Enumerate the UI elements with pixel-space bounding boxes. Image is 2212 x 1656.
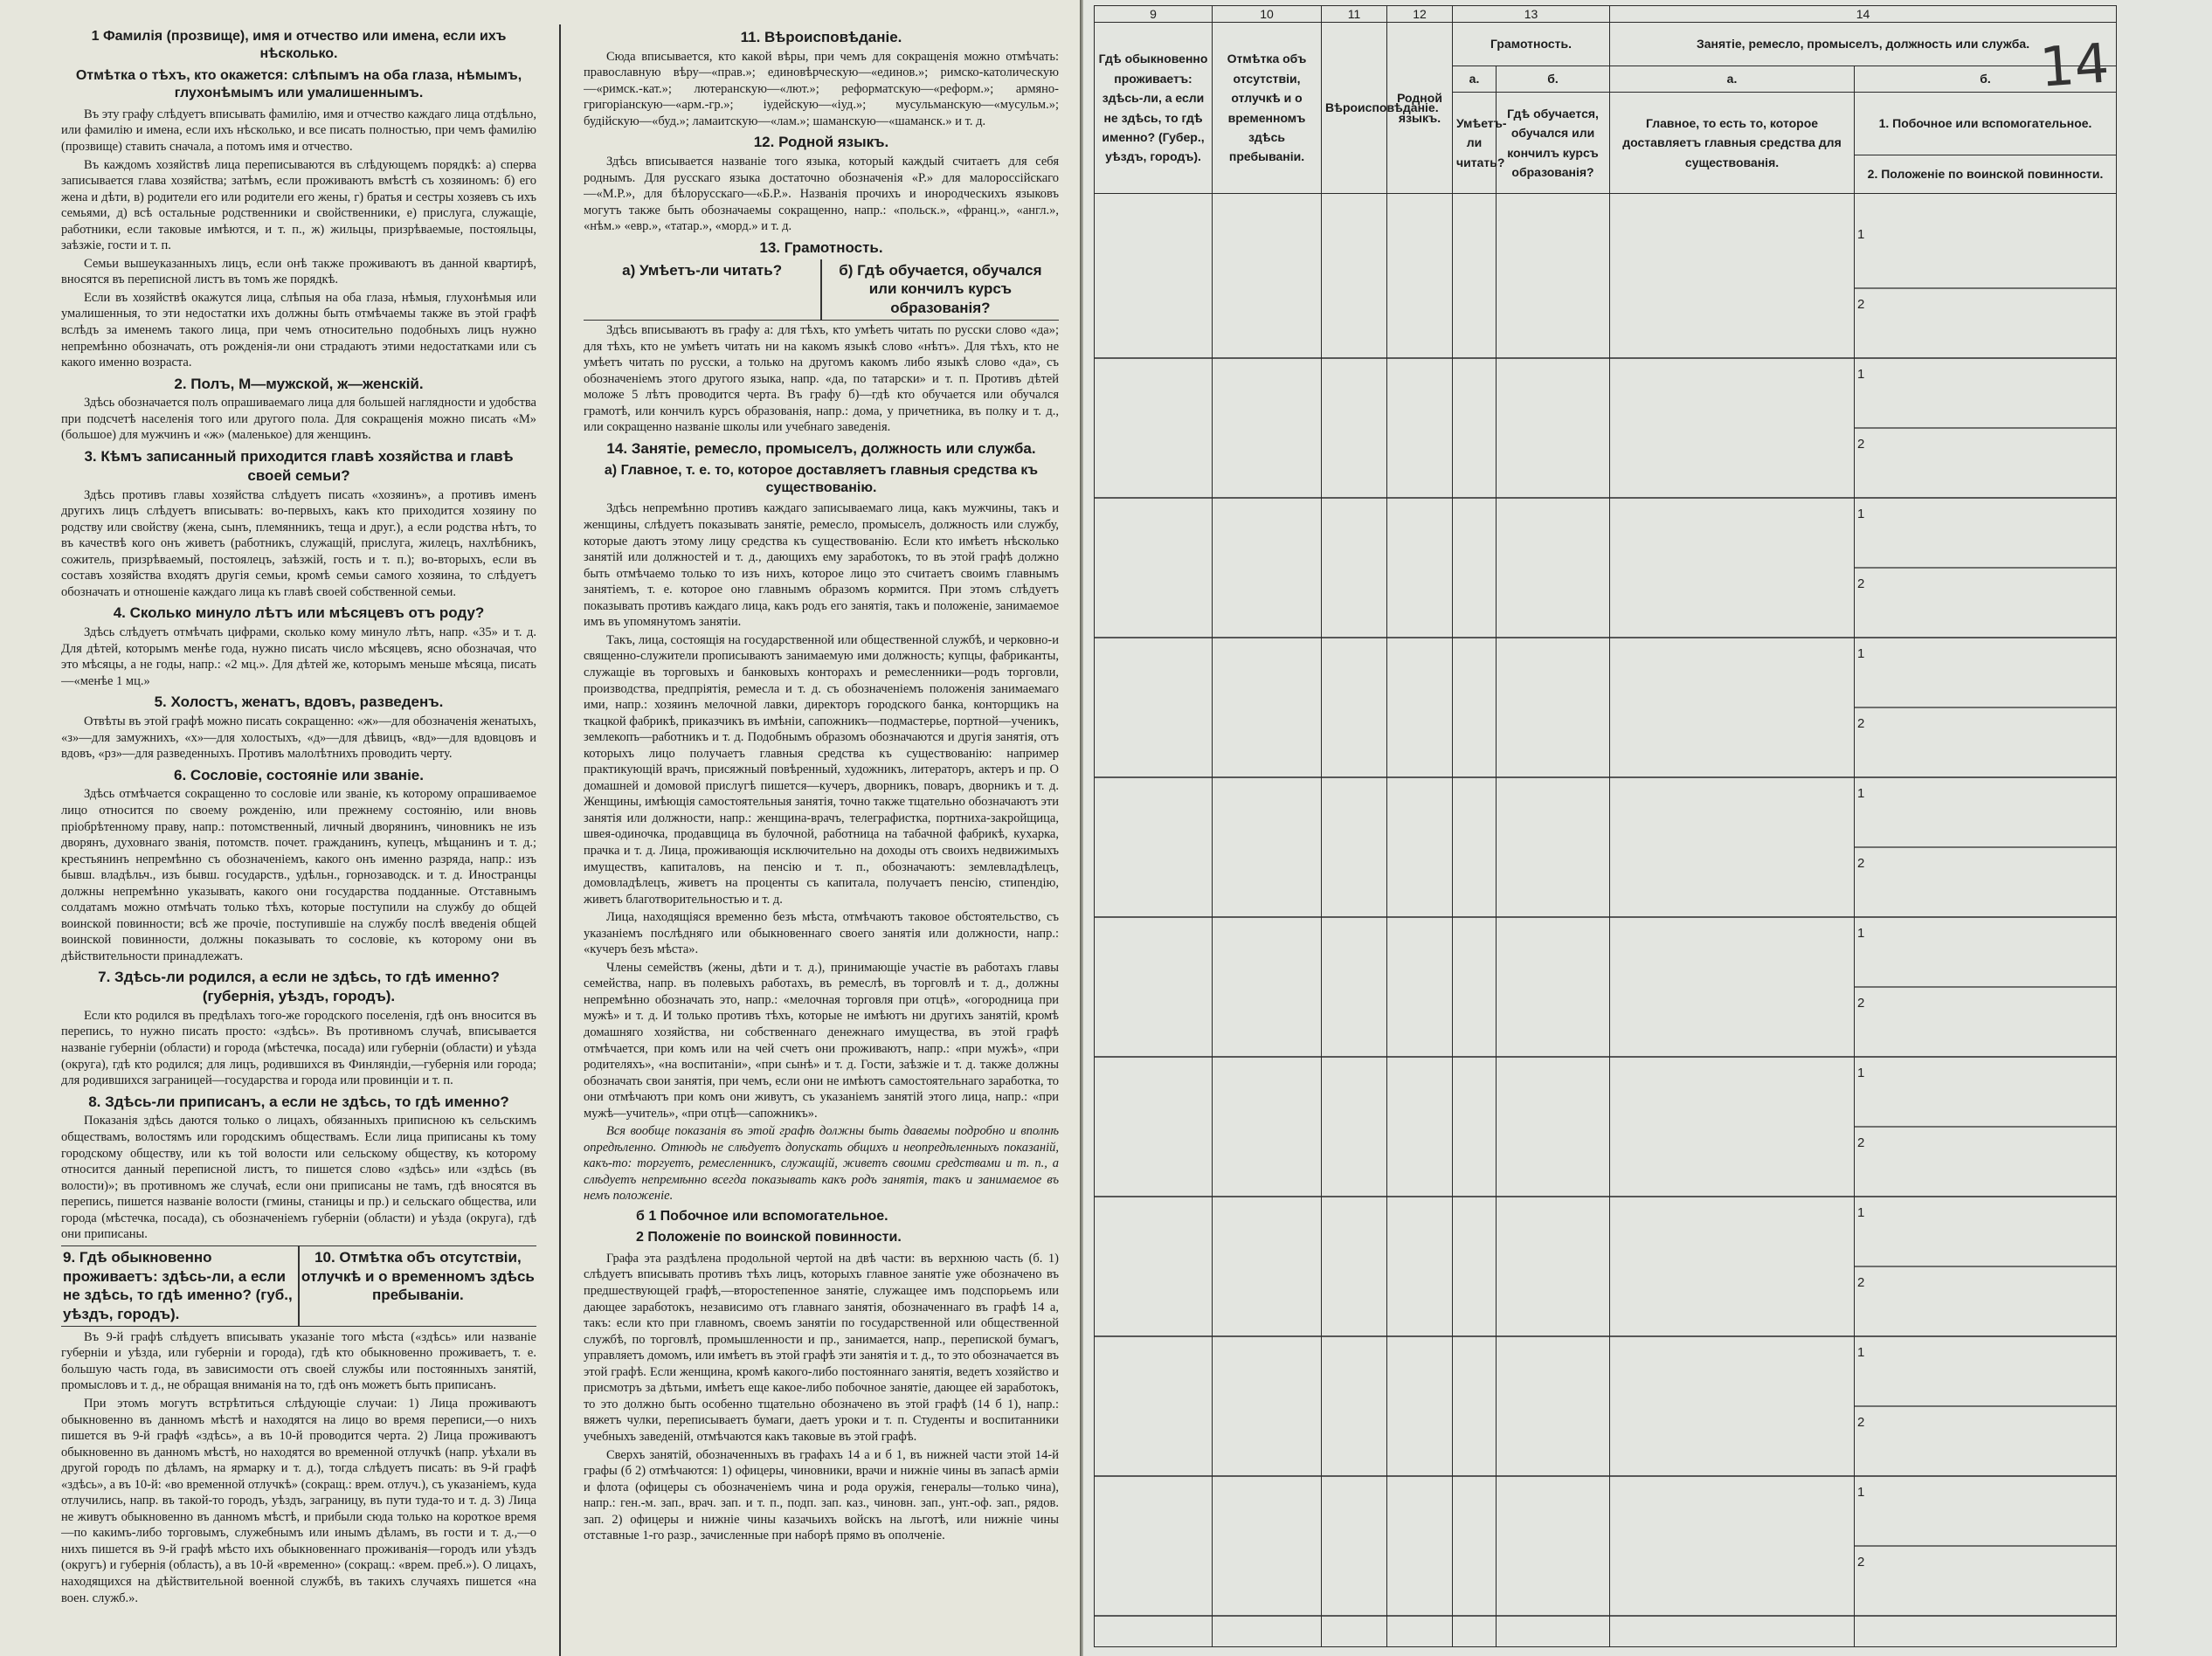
heading-5: 5. Холостъ, женатъ, вдовъ, разведенъ. xyxy=(154,693,444,711)
heading-6: 6. Сословіе, состояніе или званіе. xyxy=(174,766,424,783)
heading-14b1: б 1 Побочное или вспомогательное. xyxy=(636,1209,888,1224)
col-number: 14 xyxy=(1610,6,2117,23)
row-label: 2 xyxy=(1857,297,1865,312)
entry-cell[interactable] xyxy=(1322,194,1387,1647)
row-label: 2 xyxy=(1857,716,1865,731)
entry-cell[interactable] xyxy=(1610,194,1855,1647)
col-number: 10 xyxy=(1213,6,1322,23)
heading-8: 8. Здѣсь-ли приписанъ, а если не здѣсь, то гдѣ именно? xyxy=(88,1093,509,1110)
col-number: 13 xyxy=(1453,6,1610,23)
heading-1-sub: Отмѣтка о тѣхъ, кто окажется: слѣпымъ на оба глаза, нѣмымъ, глухонѣмымъ или умалишеннымъ. xyxy=(75,67,522,101)
paragraph: Сверхъ занятій, обозначенныхъ въ графахъ 14 а и б 1, въ нижней части этой 14-й графы (б 2) отмѣчаются: 1) офицеры, чиновники, врачи и нижніе чины въ запасѣ армiи и флота (офицеры съ обозначеніемъ чина и рода оружія, генералы—только чина), напр.: ген.-м. зап., врач. зап. и т. п., подп. зап. каз., чиновн. зап., унт.-оф. зап., рядов. зап. 2) офицеры и нижніе чины казачьихъ войскъ на льготѣ, или нижніе чины отставные 1-го разр., зачисленные при наборѣ прямо въ ополченіе. xyxy=(584,1447,1059,1543)
col-number: 11 xyxy=(1322,6,1387,23)
heading-14a: а) Главное, т. е. то, которое доставляетъ главныя средства къ существованію. xyxy=(604,462,1039,496)
row-label: 1 xyxy=(1857,507,1865,521)
header-can-read: Умѣетъ-ли читать? xyxy=(1453,93,1497,194)
row-label: 2 xyxy=(1857,1415,1865,1430)
header-absence: Отмѣтка объ отсутствіи, отлучкѣ и о временномъ здѣсь пребываніи. xyxy=(1213,23,1322,194)
paragraph: При этомъ могутъ встрѣтиться слѣдующіе случаи: 1) Лица проживаютъ обыкновенно въ данномъ мѣстѣ и находятся на лицо во время переписи,—о нихъ пишется въ 9-й графѣ «здѣсь», а въ 10-й проводится черта. 2) Лица проживаютъ обыкновенно въ данномъ мѣстѣ, но находятся во временной отлучкѣ (напр. уѣхали въ другой городъ по дѣламъ, на ярмарку и т. д.), тогда слѣдуетъ писать: въ 9-й графѣ «здѣсь», а въ 10-й: «во временной отлучкѣ» (сокращ.: врем. отлуч.), съ указаніемъ, куда отлучились, напр. въ такой-то городъ, уѣздъ, заграницу, въ пути туда-то и т. д. 3) Лица не живутъ обыкновенно въ данномъ мѣстѣ, и прибыли сюда только на короткое время—по какимъ-либо торговымъ, служебнымъ или инымъ дѣламъ, въ гости и т. д.,—о нихъ пишется въ 9-й графѣ мѣсто ихъ обыкновеннаго проживанія—городъ или уѣздъ (округъ) и губернія (область), а въ 10-й «временно» (сокращ.: «врем. преб.»). О лицахъ, находящихся на дѣйствительной военной службѣ, въ такихъ случаяхъ пишется «на воен. служб.». xyxy=(61,1396,536,1605)
paragraph: Въ 9-й графѣ слѣдуетъ вписывать указаніе того мѣста («здѣсь» или названіе губерніи и уѣзда, или губерніи и города), гдѣ кто обыкновенно проживаетъ, т. е. большую часть года, въ зависимости отъ своей службы или постоянныхъ занятій, промысловъ и т. д., не обращая вниманія на то, гдѣ онъ можетъ быть приписанъ. xyxy=(61,1329,536,1393)
pencil-page-number: 14 xyxy=(2037,31,2112,100)
paragraph: Такъ, лица, состоящія на государственной или общественной службѣ, и черковно-и священно-служители прописываютъ занимаемую ими должность; купцы, фабриканты, служащіе въ торговыхъ и банковыхъ конторахъ и ремесленники—родъ торговли, производства, предпріятія, ремесла и т. д. съ обозначеніемъ положенія занимаемаго ими, напр.: хозяинъ мелочной лавки, директоръ городского банка, конторщикъ на ткацкой фабрикѣ, приказчикъ въ имѣніи, сапожникъ—подмастерье, портной—ученикъ, землекопъ—работникъ и т. д. Подобнымъ образомъ обозначаются и другія занятія, отъ которыхъ лицо получаетъ главныя средства къ существованію: например практикующій врачъ, присяжный повѣренный, художникъ, литераторъ, актеръ и пр. О домашней и домовой прислугѣ пишется—кучеръ, дворникъ, поваръ, дворникъ и т. д. Женщины, имѣющія самостоятельныя занятія, точно также тщательно обозначаютъ эти занятія или должности, напр.: женщина-врачъ, телеграфистка, портниха-закройщица, швея-одиночка, продавщица въ булочной, работница на табачной фабрикѣ, кухарка, прачка и т. д. Лица, проживающія исключительно на доходы отъ своихъ недвижимыхъ имуществъ, капиталовъ, на пенсію и т. п., обозначаютъ: землевладѣлецъ, домовладѣлецъ, живетъ на проценты съ капитала, получаетъ пенсію, стипендію, живетъ благотворительностью и т. д. xyxy=(584,632,1059,907)
row-label: 2 xyxy=(1857,1275,1865,1290)
col-number: 12 xyxy=(1387,6,1453,23)
census-table xyxy=(1094,5,2117,1647)
census-form-page xyxy=(1083,0,2212,1656)
header-13b-letter: б. xyxy=(1497,66,1610,93)
heading-10: 10. Отмѣтка объ отсутствіи, отлучкѣ и о временномъ здѣсь пребываніи. xyxy=(301,1248,535,1304)
header-education: Гдѣ обучается, обучался или кончилъ курсъ образованія? xyxy=(1497,93,1610,194)
heading-12: 12. Родной языкъ. xyxy=(753,134,889,151)
row-label: 2 xyxy=(1857,437,1865,452)
row-label: 1 xyxy=(1857,926,1865,941)
header-language: Родной языкъ. xyxy=(1387,23,1453,194)
row-label: 2 xyxy=(1857,996,1865,1011)
header-13a-letter: а. xyxy=(1453,66,1497,93)
entry-cell[interactable] xyxy=(1497,194,1610,1647)
row-label: 1 xyxy=(1857,1066,1865,1080)
header-row-1 xyxy=(1095,23,2117,66)
header-literacy: Грамотность. xyxy=(1453,23,1610,66)
row-label: 2 xyxy=(1857,576,1865,591)
paragraph: Графа эта раздѣлена продольной чертой на двѣ части: въ верхнюю часть (б. 1) слѣдуетъ вписывать противъ тѣхъ лицъ, которыхъ главное занятіе уже обозначено въ предшествующей графѣ,—второстепенное занятіе, служащее имъ подспорьемъ или дающее заработокъ, независимо отъ главнаго занятія, обозначеннаго въ графѣ 14 а, такъ: если кто при главномъ, своемъ занятіи по государственной или общественной службѣ, по торговлѣ, промышленности и пр., занимается, напр., перепиской бумагъ, управляетъ домомъ, или имѣетъ въ этой графѣ эти занятія и т. д., то это обозначается въ этой графѣ. Если женщина, кромѣ какого-либо постояннаго занятія, ведетъ хозяйство и присмотръ за дѣтьми, имѣетъ еще какое-либо побочное занятіе, дающее ей заработокъ, то это должно быть особенно тщательно обозначено въ этой графѣ (14 б 1), напр.: вяжетъ чулки, переписываетъ бумаги, даетъ уроки и т. п. Студенты и воспитанники учебныхъ заведеній, отмѣчаются какъ таковые въ этой графѣ. xyxy=(584,1251,1059,1444)
heading-7: 7. Здѣсь-ли родился, а если не здѣсь, то гдѣ именно? (губернія, уѣздъ, городъ). xyxy=(98,969,500,1005)
entry-cell[interactable] xyxy=(1095,194,1213,1647)
paragraph: Здѣсь противъ главы хозяйства слѣдуетъ писать «хозяинъ», а противъ именъ другихъ лицъ слѣдуетъ вписывать: во-первыхъ, какъ кто приходится хозяину по родству или свойству (жена, сынъ, племянникъ, теща и друг.), а если родства нѣтъ, то въ качествѣ кого онъ живетъ (работникъ, служащій, прислуга, жилецъ, нахлѣбникъ, сожитель, призрѣваемый, постоялецъ, заѣзжій, гость и т. п.); во-вторыхъ, если въ составъ хозяйства входятъ другія семьи, кромѣ семьи самого хозяина, то слѣдуетъ обозначать и отношеніе каждаго лица къ главѣ своей собственной семьи. xyxy=(61,487,536,599)
paragraph: Въ каждомъ хозяйствѣ лица переписываются въ слѣдующемъ порядкѣ: а) сперва записывается глава хозяйства; затѣмъ, если проживаютъ вмѣстѣ съ хозяиномъ: б) его жена и дѣти, в) родители его или родители его жены, г) братья и сестры хозяевъ съ ихъ семьями, д) всѣ остальные родственники и свойственники, е) прислуга, служащіе, работники, если таковые имѣются, и т. п., ж) жильцы, призрѣваемые, постояльцы, заѣзжіе, гости и т. п. xyxy=(61,157,536,253)
paragraph: Показанія здѣсь даются только о лицахъ, обязанныхъ приписною къ сельскимъ обществамъ, волостямъ или городскимъ обществамъ. Если лица приписаны къ тому городскому обществу, или къ той волости или сельскому обществу, къ которому относится данный переписной листъ, то пишется слово «здѣсь» или «здѣсь (въ волости)»; въ противномъ же случаѣ, если они приписаны не тамъ, гдѣ вносятся въ перепись, пишется названіе волости (гмины, станицы и пр.) и сельскаго общества, или города (мѣстечка, посада), съ обозначеніемъ губерніи (области) и уѣзда (округа), гдѣ они приписаны. xyxy=(61,1114,536,1242)
entry-cell[interactable] xyxy=(1453,194,1497,1647)
header-religion: Вѣроисповѣданіе. xyxy=(1322,23,1387,194)
heading-14b2: 2 Положеніе по воинской повинности. xyxy=(636,1230,902,1245)
row-label: 2 xyxy=(1857,1135,1865,1150)
row-label: 1 xyxy=(1857,1345,1865,1360)
row-label: 1 xyxy=(1857,227,1865,242)
row-label: 1 xyxy=(1857,646,1865,661)
heading-4: 4. Сколько минуло лѣтъ или мѣсяцевъ отъ роду? xyxy=(113,604,485,622)
entry-cell[interactable] xyxy=(1855,194,2117,1647)
paragraph: Здѣсь вписывается названіе того языка, который каждый считаетъ для себя роднымъ. Для русскаго языка достаточно обозначенія «Р.» для малороссійскаго—«М.Р.», для бѣлорусскаго—«Б.Р.». Названія прочихъ и инородческихъ языковъ могутъ также быть обозначаемы сокращенно, напр.: «польск.», «франц.», «англ.», «нѣм.» «евр.», «татар.», «морд.» и т. д. xyxy=(584,155,1059,234)
paragraph: Отвѣты въ этой графѣ можно писать сокращенно: «ж»—для обозначенія женатыхъ, «з»—для замужнихъ, «х»—для холостыхъ, «д»—для дѣвицъ, «вд»—для вдовцовъ и вдовъ, «рз»—для разведенныхъ. Противъ малолѣтнихъ проводить черту. xyxy=(61,714,536,762)
header-14b-letter: б. xyxy=(1855,66,2117,93)
row-label: 2 xyxy=(1857,856,1865,871)
col-number: 9 xyxy=(1095,6,1213,23)
paragraph: Вся вообще показанія въ этой графѣ должны быть даваемы подробно и вполнѣ опредѣленно. Отнюдь не слѣдуетъ допускать общихъ и неопредѣленныхъ показаній, какъ-то: торгуетъ, ремесленникъ, служащій, живетъ своими средствами и т. п., а слѣдуетъ непремѣнно всегда показывать какъ родъ занятія, такъ и занимаемое въ немъ положеніе. xyxy=(584,1124,1059,1204)
header-military-status: 2. Положеніе по воинской повинности. xyxy=(1855,155,2117,194)
heading-14: 14. Занятіе, ремесло, промыселъ, должность или служба. xyxy=(606,439,1036,457)
entry-cell[interactable] xyxy=(1387,194,1453,1647)
heading-3: 3. Кѣмъ записанный приходится главѣ хозяйства и главѣ своей семьи? xyxy=(84,448,514,484)
header-main-occupation: Главное, то есть то, которое доставляетъ главныя средства для существованія. xyxy=(1610,93,1855,194)
paragraph: Если въ хозяйствѣ окажутся лица, слѣпыя на оба глаза, нѣмыя, глухонѣмыя или умалишенныя, то эти недостатки ихъ должны быть отмѣчаемы также въ этой графѣ вслѣдъ за именемъ такого лица, при чемъ относительно подобныхъ лицъ нужно непремѣнно обозначать, отъ рожденія-ли они страдаютъ этими недостатками или съ какого именно возраста. xyxy=(61,290,536,370)
paragraph: Сюда вписывается, кто какой вѣры, при чемъ для сокращенія можно отмѣчать: православную вѣру—«прав.»; единовѣрческую—«единов.»; римско-католическую—«римск.-кат.»; лютеранскую—«лют.»; реформатскую—«реформ.»; армяно-григоріанскую—«арм.-гр.»; іудейскую—«іуд.»; мусульманскую—«мусульм.»; будійскую—«буд.»; ламаитскую—«лам.»; шаманскую—«шаманск.» и т. д. xyxy=(584,49,1059,128)
header-secondary-occupation: 1. Побочное или вспомогательное. xyxy=(1855,93,2117,155)
heading-13a: а) Умѣетъ-ли читать? xyxy=(622,261,783,279)
entry-cell[interactable] xyxy=(1213,194,1322,1647)
paragraph: Члены семействъ (жены, дѣти и т. д.), принимающіе участіе въ работахъ главы семейства, напр. въ полевыхъ работахъ, въ ремеслѣ, въ торговлѣ и т. д., должны непремѣнно обозначать это, напр.: «мелочная торговля при отцѣ», «огородница при мужѣ» и т. д. И только противъ тѣхъ, которые не имѣютъ ни другихъ занятій, кромѣ домашняго хозяйства, ни собственнаго денежнаго имущества, въ этой графѣ отмѣчается, при комъ или на чей счетъ они проживаютъ, напр.: «при мужѣ», «при родителяхъ», «на воспитаніи», «при сынѣ» и т. д. Гости, заѣзжіе и т. д. также должны обозначать свои занятія, при чемъ, если они не имѣютъ самостоятельнаго заработка, то они отмѣчаютъ при комъ они живутъ, съ указаніемъ занятій этого лица, напр.: «при мужѣ—учитель», «при отцѣ—сапожникъ». xyxy=(584,960,1059,1121)
paragraph: Здѣсь слѣдуетъ отмѣчать цифрами, сколько кому минуло лѣтъ, напр. «35» и т. д. Для дѣтей, которымъ менѣе года, нужно писать число мѣсяцевъ, ясно обозначая, что это мѣсяцы, а не годы, напр.: «2 мц.». Для дѣтей же, которымъ меньше мѣсяца, писать—«менѣе 1 мц.» xyxy=(61,625,536,688)
header-occupation: Занятіе, ремесло, промыселъ, должность или служба. xyxy=(1610,23,2117,66)
paragraph: Здѣсь непремѣнно противъ каждаго записываемаго лица, какъ мужчины, такъ и женщины, слѣдуетъ показывать занятіе, ремесло, промыселъ, должность или службу, которые даютъ этому лицу средства къ существованію. Если кто имѣетъ нѣсколько занятій или должностей и т. д., дающихъ ему заработокъ, то въ этой графѣ должно быть отмѣчаемо только то изъ нихъ, которое лицо это считаетъ своимъ главнымъ занятіемъ, т. е. которое оно главнымъ образомъ кормится. При этомъ слѣдуетъ показывать противъ каждаго лица, какъ родъ его занятія, такъ и положеніе, занимаемое имъ въ упомянутомъ занятіи. xyxy=(584,501,1059,630)
column-divider xyxy=(559,24,561,1656)
paragraph: Семьи вышеуказанныхъ лицъ, если онѣ также проживаютъ въ данной квартирѣ, вносятся въ переписной листъ въ томъ же порядкѣ. xyxy=(61,256,536,287)
row-label: 2 xyxy=(1857,1555,1865,1570)
header-14a-letter: а. xyxy=(1610,66,1855,93)
heading-9-10-box xyxy=(61,1245,536,1327)
header-residence: Гдѣ обыкновенно проживаетъ: здѣсь-ли, а если не здѣсь, то гдѣ именно? (Губер., уѣздъ, городъ). xyxy=(1095,23,1213,194)
entry-rows xyxy=(1095,194,2117,1647)
paragraph: Лица, находящіяся временно безъ мѣста, отмѣчаютъ таковое обстоятельство, съ указаніемъ послѣдняго или обыкновеннаго своего занятія или должности, напр.: «кучеръ безъ мѣста». xyxy=(584,910,1059,957)
heading-13-subbox xyxy=(584,259,1059,321)
heading-9: 9. Гдѣ обыкновенно проживаетъ: здѣсь-ли, а если не здѣсь, то гдѣ именно? (губ., уѣздъ, городъ). xyxy=(63,1248,293,1323)
instructions-page xyxy=(0,0,1083,1656)
instructions-column-2 xyxy=(584,24,1059,1656)
column-number-row xyxy=(1095,6,2117,23)
instructions-column-1 xyxy=(61,24,536,1656)
row-label: 1 xyxy=(1857,1485,1865,1500)
paragraph: Если кто родился въ предѣлахъ того-же городского поселенія, гдѣ онъ вносится въ перепись, то нужно писать просто: «здѣсь». Въ противномъ случаѣ, вписывается названіе губерніи (области) и города (мѣстечка, посада) или губерніи (области) и уѣзда (округа), гдѣ кто родился; для лицъ, родившихся въ Финляндіи,—губернія или города; для родившихся заграницей—государства и города или провинціи и т. п. xyxy=(61,1008,536,1088)
heading-13: 13. Грамотность. xyxy=(759,238,883,256)
paragraph: Здѣсь вписываютъ въ графу а: для тѣхъ, кто умѣетъ читать по русски слово «да»; для тѣхъ, кто не умѣетъ читать ни на какомъ языкѣ слово «нѣтъ». Для тѣхъ, кто не умѣетъ читать по русски, а только на другомъ какомъ либо языкѣ слово «да», съ обозначеніемъ этого другого языка, напр. «да, по татарски» и т. п. Противъ дѣтей моложе 5 лѣтъ проводится черта. Въ графу б)—гдѣ кто обучается или обучался грамотѣ, или кончилъ курсъ образованія, напр.: дома, у причетника, въ полку и т. д., или сокращенно названіе школы или учебнаго заведенія. xyxy=(584,322,1059,435)
paragraph: Въ эту графу слѣдуетъ вписывать фамилію, имя и отчество каждаго лица отдѣльно, или фамилію и имена, если ихъ нѣсколько, и все писать полностью, при чемъ фамилію (прозвище) ставить сначала, а потомъ имя и отчество. xyxy=(61,107,536,154)
row-label: 1 xyxy=(1857,367,1865,382)
heading-2: 2. Полъ, М—мужской, ж—женскій. xyxy=(174,375,424,392)
heading-11: 11. Вѣроисповѣданіе. xyxy=(740,29,902,45)
heading-1: 1 Фамилія (прозвище), имя и отчество или имена, если ихъ нѣсколько. xyxy=(91,29,507,62)
heading-13b: б) Гдѣ обучается, обучался или кончилъ курсъ образованія? xyxy=(839,261,1042,317)
paragraph: Здѣсь обозначается полъ опрашиваемаго лица для большей наглядности и удобства при подсчетѣ населенія того или другого пола. Для сокращенія можно писать «М» (большое) для мужчинъ и «ж» (маленькое) для женщинъ. xyxy=(61,396,536,443)
row-label: 1 xyxy=(1857,786,1865,801)
row-label: 1 xyxy=(1857,1205,1865,1220)
paragraph: Здѣсь отмѣчается сокращенно то сословіе или званіе, къ которому опрашиваемое лицо относится по своему рожденію, или прежнему состоянію, или вновь пріобрѣтенному праву, напр.: потомственный, личный дворянинъ, чиновникъ не изъ дворянъ, духовнаго званія, потомств. почет. гражданинъ, купецъ, мѣщанинъ и т. д.; крестьянинъ непремѣнно съ обозначеніемъ, какого онъ именно разряда, напр.: изъ бывш. владѣльч., изъ бывш. государств., удѣльн., горнозаводск. и т. д. Иностранцы должны непремѣнно указывать, какого они государства подданные. Отставнымъ солдатамъ можно отмѣчать только тѣхъ, которые поступили на службу до общей воинской повинности; всѣ же прочіе, поступившіе на службу послѣ введенія общей воинской повинности, должны показывать то сословіе, къ которому они въ дѣйствительности принадлежатъ. xyxy=(61,787,536,963)
